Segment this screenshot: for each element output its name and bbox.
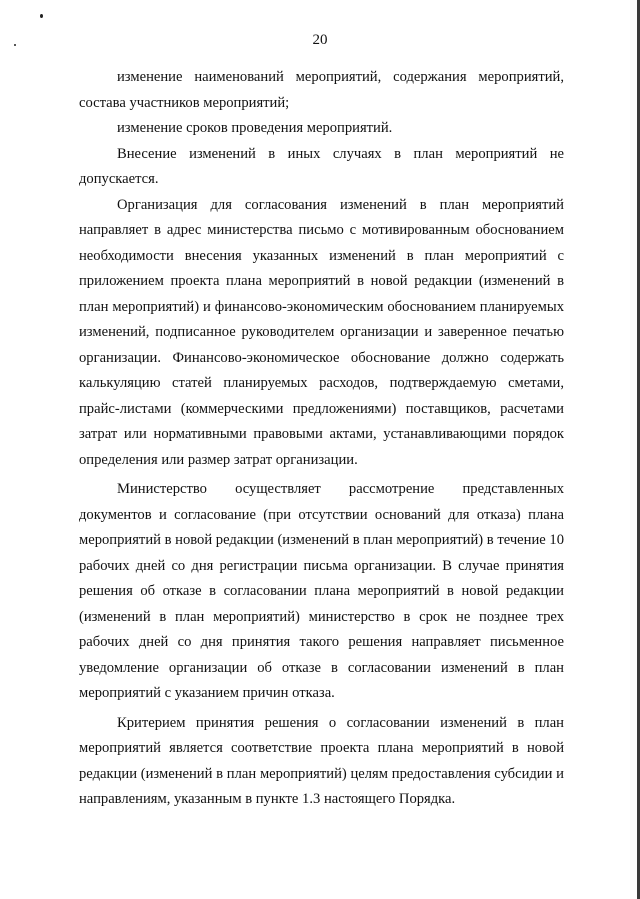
document-body [79,65,564,813]
paragraph: Организация для согласования изменений в план мероприятий направляет в адрес министерства письмо с мотивированным обоснованием необходимости внесения указанных изменений в план мероприятий с приложением проекта плана мероприятий в новой редакции (изменений в план мероприятий) и финансово-экономическим обоснованием планируемых изменений, подписанное руководителем организации и заверенное печатью организации. Финансово-экономическое обоснование должно содержать калькуляцию статей планируемых расходов, подтверждаемую сметами, прайс-листами (коммерческими предложениями) поставщиков, расчетами затрат или нормативными правовыми актами, устанавливающими порядок определения или размер затрат организации. [79,196,564,468]
page-number: 20 [312,32,328,48]
paragraph: Критерием принятия решения о согласовании изменений в план мероприятий является соответствие проекта плана мероприятий в новой редакции (изменений в план мероприятий) целям предоставления субсидии и направлениям, указанным в пункте 1.3 настоящего Порядка. [79,714,564,807]
paragraph: изменение сроков проведения мероприятий. [117,120,393,136]
paragraph: Министерство осуществляет рассмотрение представленных документов и согласование (при отсутствии оснований для отказа) плана мероприятий в новой редакции (изменений в план мероприятий) в течение 10 рабочих дней со дня регистрации письма организации. В случае принятия решения об отказе в согласовании плана мероприятий в новой редакции (изменений в план мероприятий) министерство в срок не позднее трех рабочих дней со дня принятия такого решения направляет письменное уведомление организации об отказе в согласовании изменений в план мероприятий с указанием причин отказа. [79,481,564,701]
paragraph: изменение наименований мероприятий, содержания мероприятий, состава участников мероприятий; [79,69,564,111]
paragraph: Внесение изменений в иных случаях в план мероприятий не допускается. [79,145,564,187]
scan-speck [40,14,43,18]
